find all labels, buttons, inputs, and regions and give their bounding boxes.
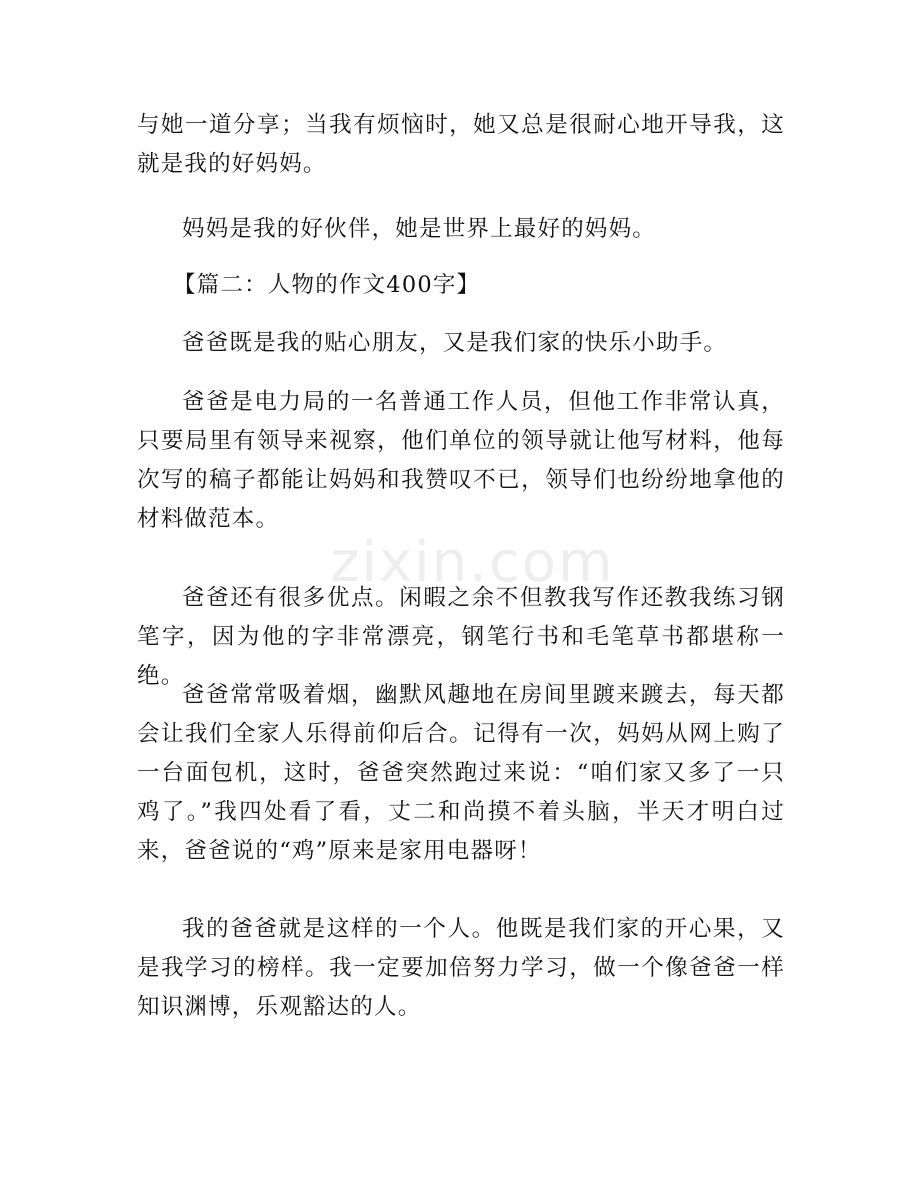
paragraph-1: 与她一道分享；当我有烦恼时，她又总是很耐心地开导我，这就是我的好妈妈。: [137, 112, 785, 177]
section-heading: 【篇二：人物的作文400字】: [173, 272, 481, 298]
paragraph-2: 妈妈是我的好伙伴，她是世界上最好的妈妈。: [182, 216, 657, 242]
paragraph-7: 我的爸爸就是这样的一个人。他既是我们家的开心果，又是我学习的榜样。我一定要加倍努力学习，做一个像爸爸一样知识渊博，乐观豁达的人。: [137, 916, 785, 1020]
paragraph-3: 爸爸既是我的贴心朋友，又是我们家的快乐小助手。: [182, 330, 728, 356]
paragraph-5: 爸爸还有很多优点。闲暇之余不但教我写作还教我练习钢笔字，因为他的字非常漂亮，钢笔行书和毛笔草书都堪称一绝。: [137, 585, 785, 689]
paragraph-6: 爸爸常常吸着烟，幽默风趣地在房间里踱来踱去，每天都会让我们全家人乐得前仰后合。记得有一次，妈妈从网上购了一台面包机，这时，爸爸突然跑过来说：“咱们家又多了一只鸡了。”我四处看了看，丈二和尚摸不着头脑，半天才明白过来，爸爸说的“鸡”原来是家用电器呀！: [137, 682, 785, 864]
paragraph-4: 爸爸是电力局的一名普通工作人员，但他工作非常认真，只要局里有领导来视察，他们单位的领导就让他写材料，他每次写的稿子都能让妈妈和我赞叹不已，领导们也纷纷地拿他的材料做范本。: [137, 389, 785, 532]
watermark: zixin.com: [330, 530, 615, 595]
